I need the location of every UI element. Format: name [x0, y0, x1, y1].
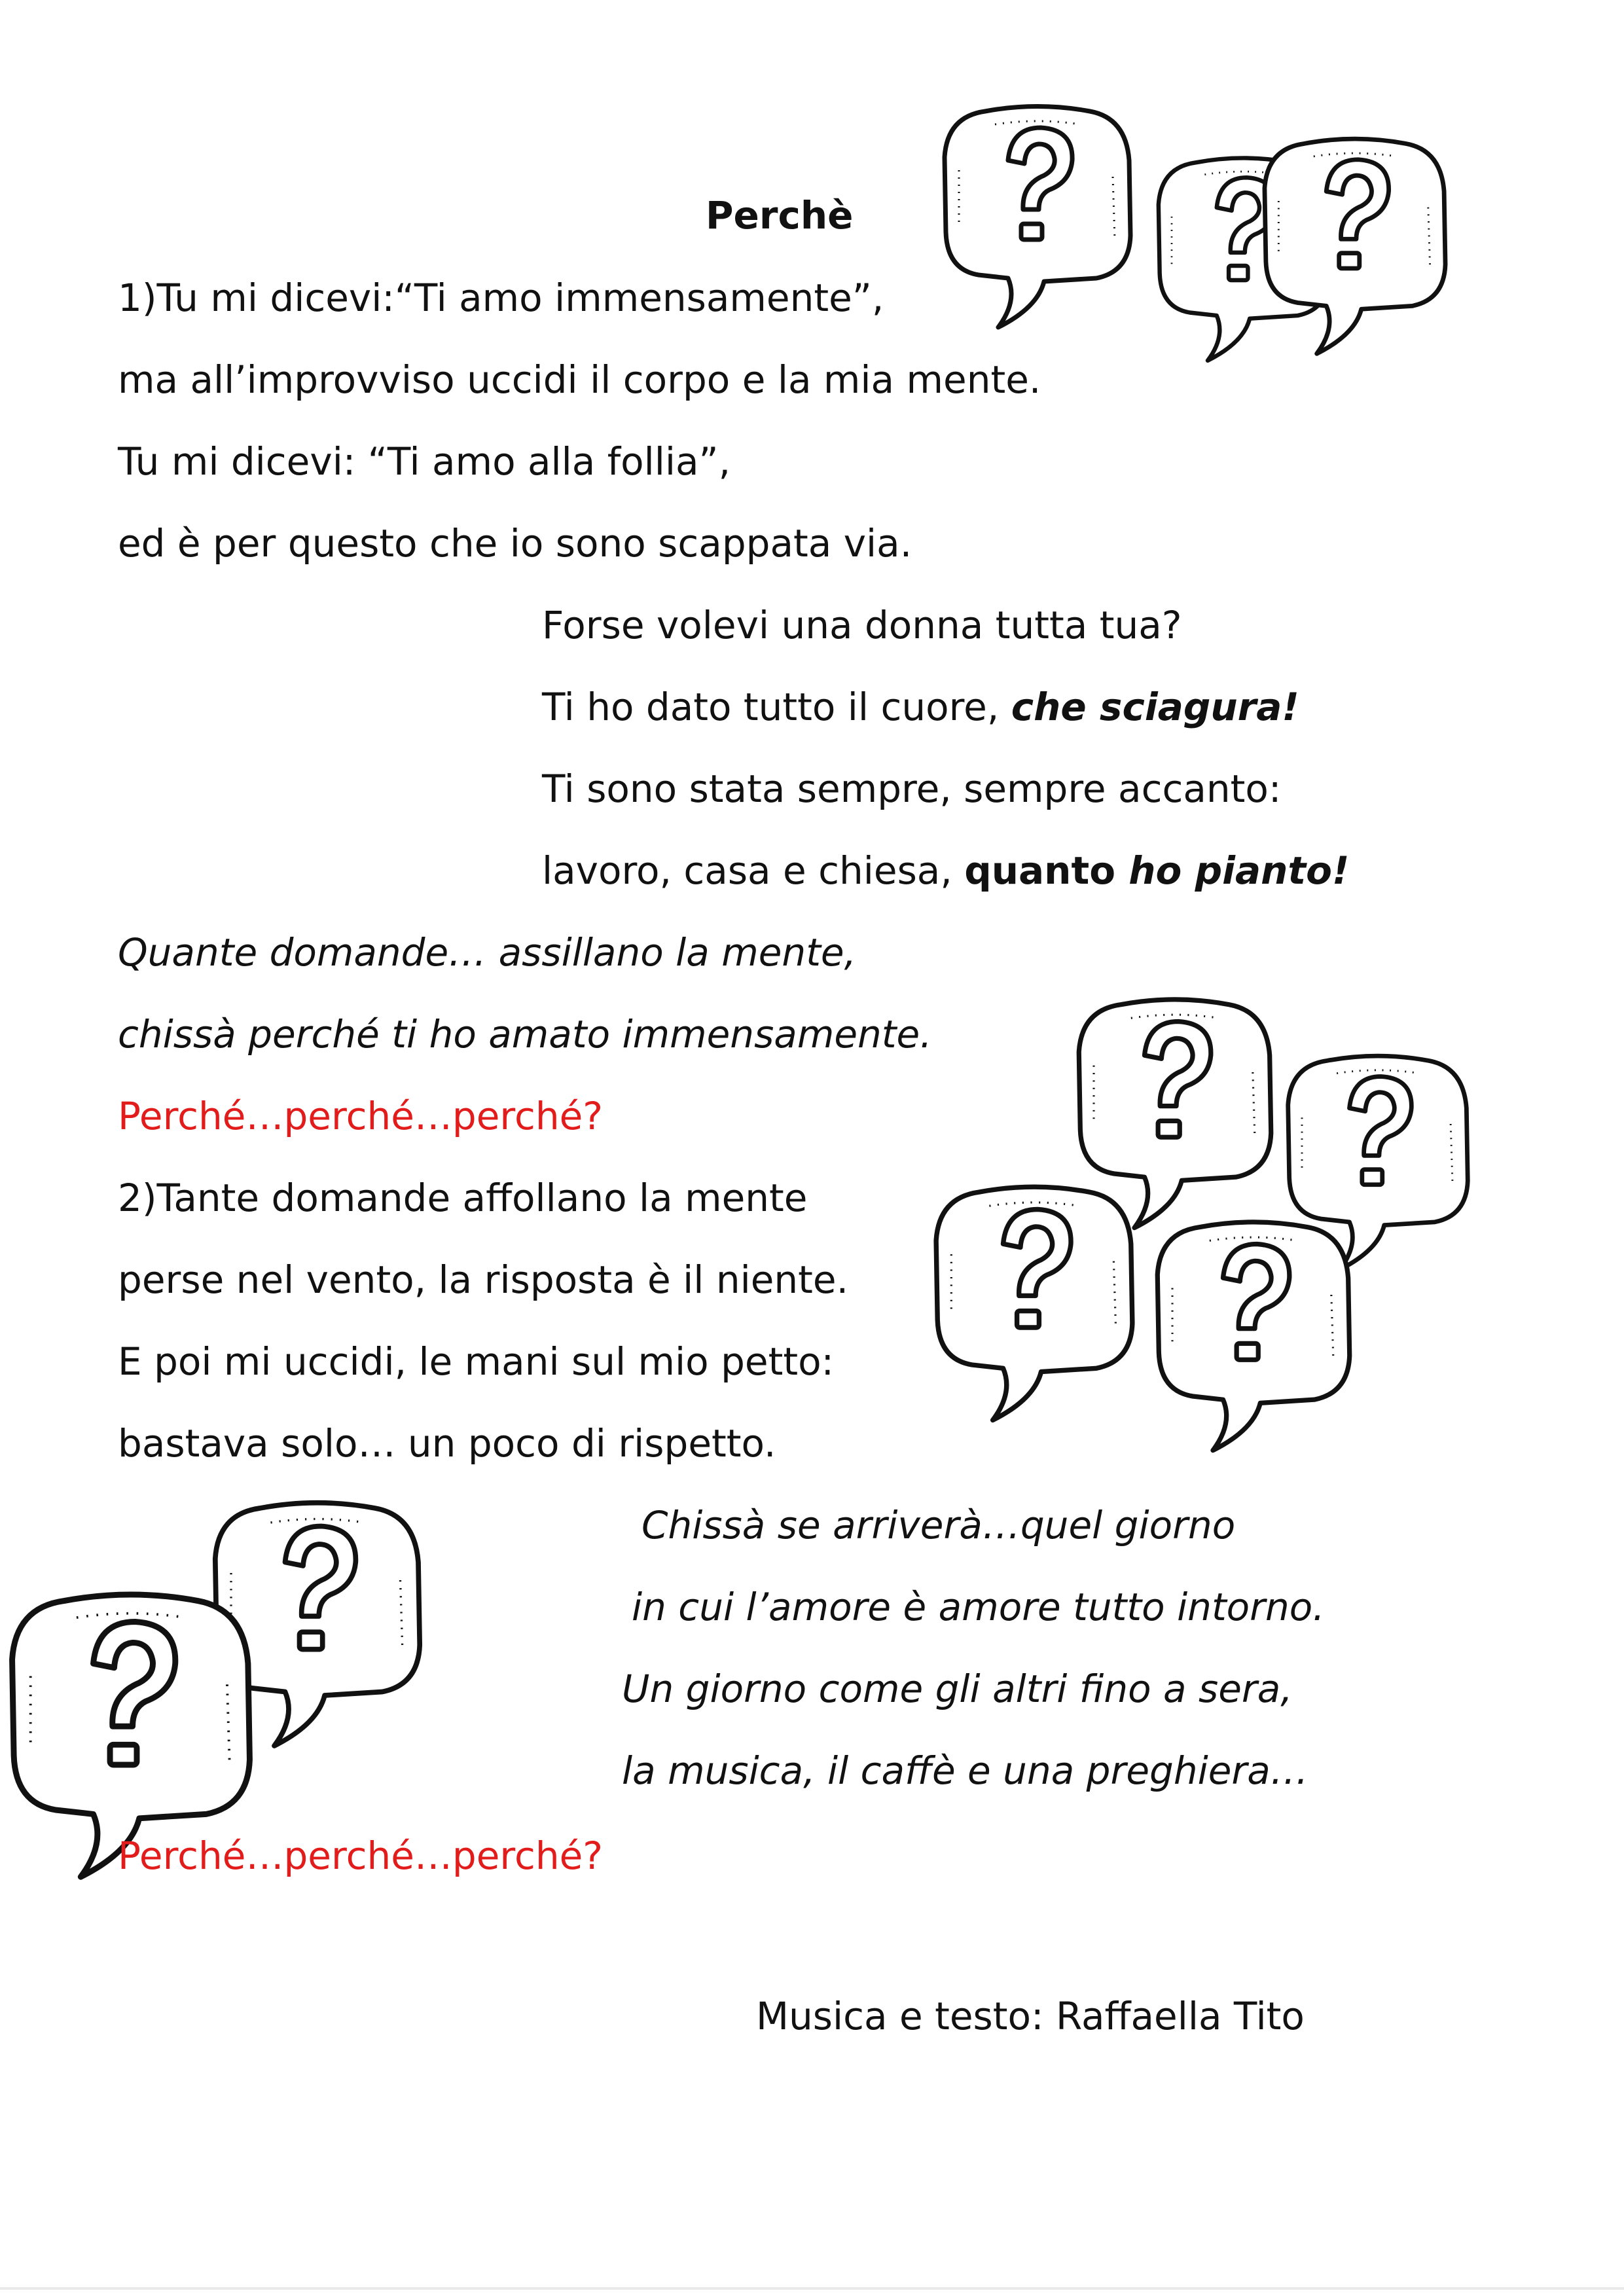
bridge1-line4-emphasis: ho pianto!: [1128, 848, 1350, 893]
page-title: Perchè: [706, 193, 854, 238]
bridge1-line2-emphasis: che sciagura!: [1011, 685, 1299, 729]
bridge2-line3: Un giorno come gli altri fino a sera,: [622, 1667, 1293, 1711]
chorus-line2: chissà perché ti ho amato immensamente.: [118, 1012, 932, 1057]
credit: Musica e testo: Raffaella Tito: [756, 1994, 1305, 2038]
verse2-line4: bastava solo… un poco di rispetto.: [118, 1421, 776, 1466]
verse2-line3: E poi mi uccidi, le mani sul mio petto:: [118, 1339, 835, 1384]
verse1-line4: ed è per questo che io sono scappata via.: [118, 521, 912, 566]
verse2-line1: 2)Tante domande affollano la mente: [118, 1176, 808, 1220]
verse1-line2: ma all’improvviso uccidi il corpo e la mia mente.: [118, 357, 1041, 402]
question-speech-bubble-icon: [929, 1178, 1139, 1427]
question-speech-bubble-icon: [929, 98, 1146, 334]
bridge1-line2: [542, 684, 1299, 730]
bridge1-line3: Ti sono stata sempre, sempre accanto:: [542, 767, 1282, 811]
bridge1-line2-text: Ti ho dato tutto il cuore,: [542, 685, 1011, 729]
question-speech-bubble-icon: [1152, 1204, 1355, 1466]
bridge1-line4-text: lavoro, casa e chiesa,: [542, 848, 965, 893]
bridge2-line4: la musica, il caffè e una preghiera…: [622, 1748, 1308, 1793]
bridge1-line4-bold: quanto: [964, 848, 1129, 893]
verse1-line3: Tu mi dicevi: “Ti amo alla follia”,: [118, 439, 731, 484]
chorus-refrain: Perché…perché…perché?: [118, 1094, 604, 1138]
bridge1-line4: [542, 848, 1349, 894]
verse1-line1: 1)Tu mi dicevi:“Ti amo immensamente”,: [118, 276, 884, 320]
bridge1-line1: Forse volevi una donna tutta tua?: [542, 603, 1182, 647]
chorus-line1: Quante domande… assillano la mente,: [118, 930, 857, 975]
bridge2-line2: in cui l’amore è amore tutto intorno.: [632, 1585, 1325, 1629]
verse2-line2: perse nel vento, la risposta è il niente.: [118, 1257, 849, 1302]
final-refrain: Perché…perché…perché?: [118, 1834, 604, 1878]
question-speech-bubble-icon: [1257, 131, 1453, 360]
page-edge: [0, 2287, 1624, 2290]
bridge2-line1: Chissà se arriverà…quel giorno: [641, 1503, 1236, 1547]
